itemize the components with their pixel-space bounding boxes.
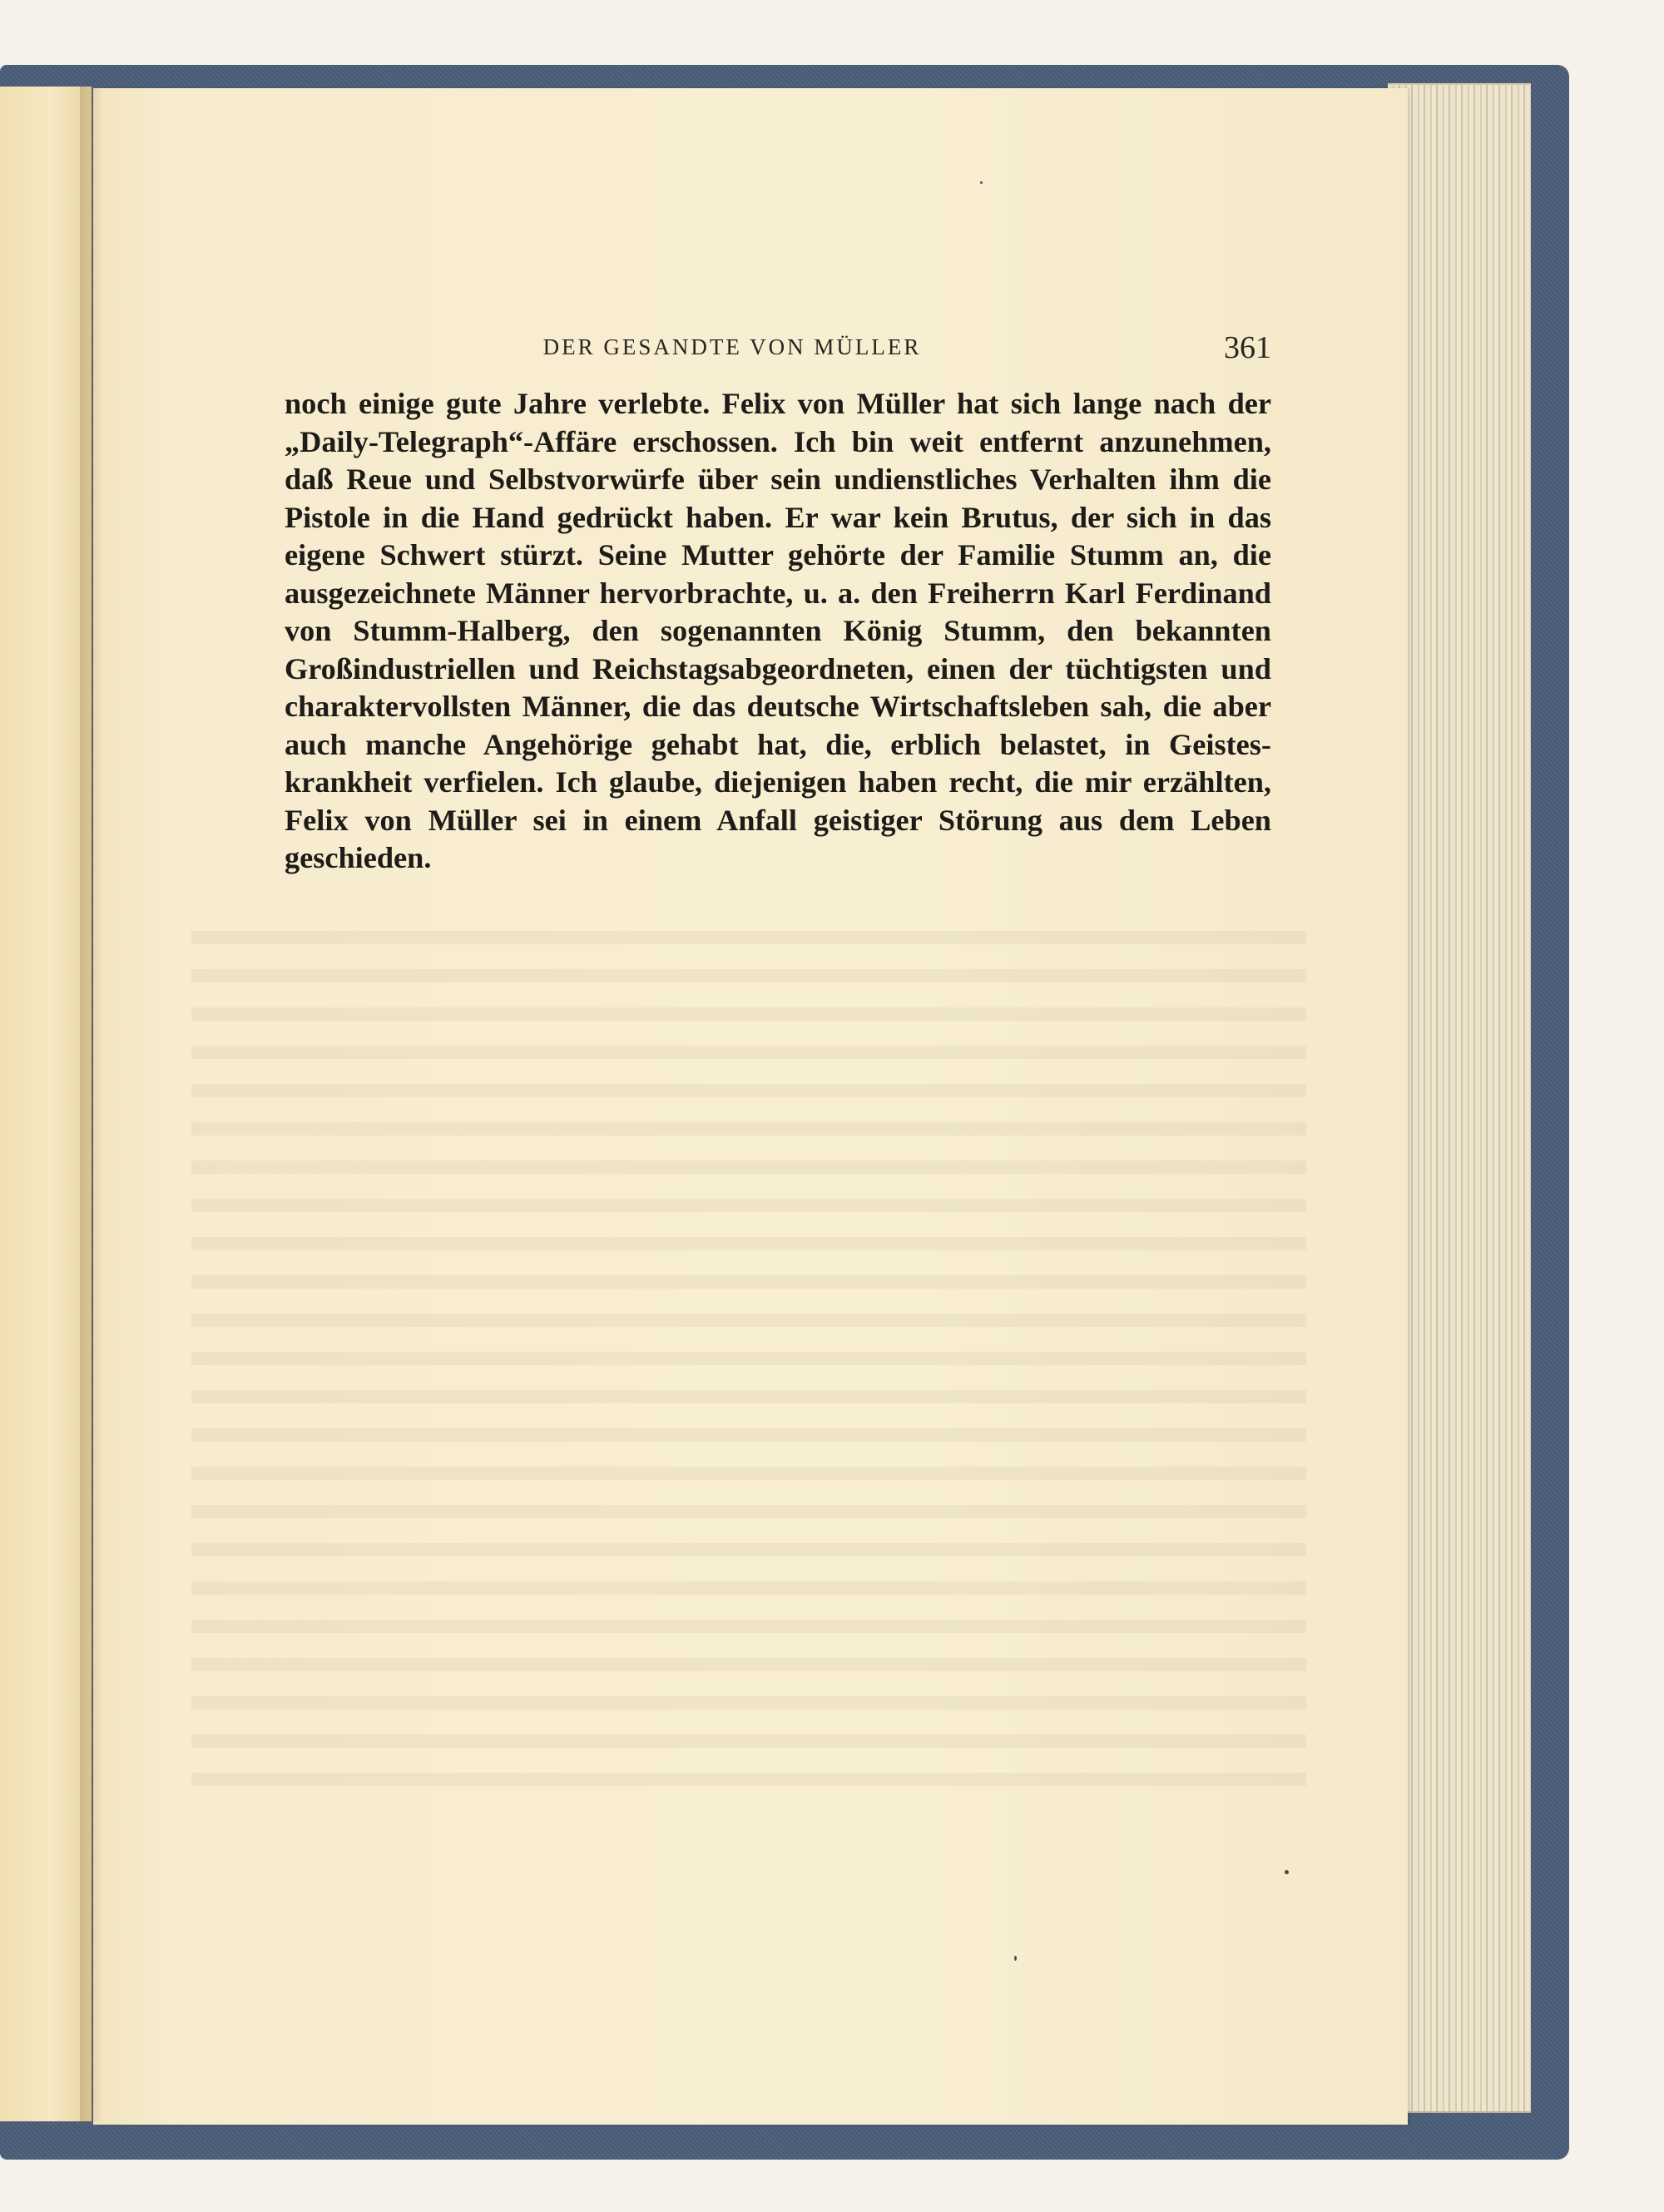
paper-speck bbox=[980, 181, 983, 184]
text-line: auch manche Angehörige gehabt hat, die, erblich belastet, in Geistes- bbox=[285, 727, 1271, 761]
bleed-through-texture bbox=[191, 916, 1306, 1810]
text-line: ausgezeichnete Männer hervorbrachte, u. a. den Freiherrn Karl Ferdinand bbox=[285, 576, 1271, 610]
text-line: noch einige gute Jahre verlebte. Felix von Müller hat sich lange nach der bbox=[285, 387, 1271, 420]
text-line: Pistole in die Hand gedrückt haben. Er war kein Brutus, der sich in das bbox=[285, 500, 1271, 534]
page-number: 361 bbox=[1224, 330, 1271, 365]
text-line: Felix von Müller sei in einem Anfall geistiger Störung aus dem Leben bbox=[285, 803, 1271, 837]
text-line: krankheit verfielen. Ich glaube, diejenigen haben recht, die mir erzählten, bbox=[285, 765, 1271, 799]
text-line: eigene Schwert stürzt. Seine Mutter gehörte der Familie Stumm an, die bbox=[285, 538, 1271, 572]
previous-page-edge bbox=[0, 87, 92, 2121]
paper-speck bbox=[1285, 1870, 1289, 1874]
running-head-title: DER GESANDTE VON MÜLLER bbox=[542, 334, 922, 359]
body-paragraph bbox=[285, 385, 1271, 878]
text-line: daß Reue und Selbstvorwürfe über sein undienstliches Verhalten ihm die bbox=[285, 463, 1271, 496]
paper-speck bbox=[1014, 1956, 1017, 1961]
text-line: von Stumm-Halberg, den sogenannten König Stumm, den bekannten bbox=[285, 614, 1271, 647]
text-line: charaktervollsten Männer, die das deutsche Wirtschaftsleben sah, die aber bbox=[285, 690, 1271, 723]
text-line: Großindustriellen und Reichstagsabgeordneten, einen der tüchtigsten und bbox=[285, 651, 1271, 685]
running-head bbox=[193, 329, 1271, 371]
page-edges bbox=[1388, 83, 1531, 2113]
text-line: „Daily-Telegraph“-Affäre erschossen. Ich bin weit entfernt anzunehmen, bbox=[285, 424, 1271, 458]
book-page bbox=[93, 88, 1408, 2125]
page-gutter-shadow bbox=[80, 87, 103, 2121]
text-line: geschieden. bbox=[285, 841, 432, 874]
